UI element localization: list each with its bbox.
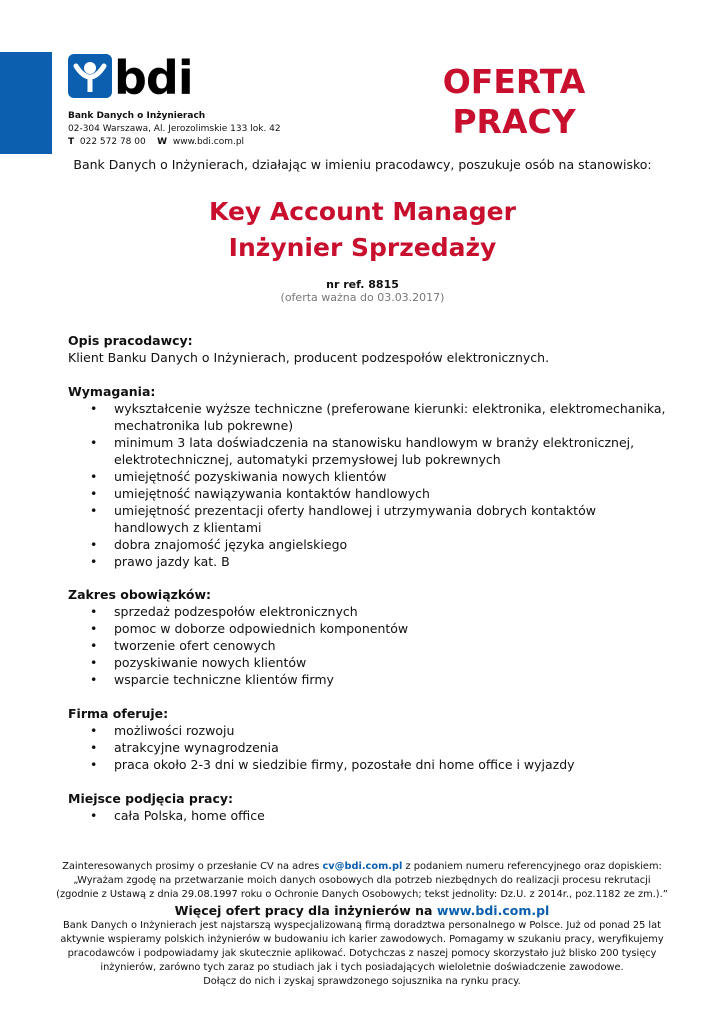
reference-block xyxy=(0,278,725,304)
list-item: • pozyskiwanie nowych klientów xyxy=(68,654,668,671)
reference-number: nr ref. 8815 xyxy=(326,278,399,291)
offer-heading-line2: PRACY xyxy=(452,102,576,141)
phone-label: T xyxy=(68,137,75,147)
list-item: • wsparcie techniczne klientów firmy xyxy=(68,671,668,688)
list-item: • umiejętność prezentacji oferty handlowej i utrzymywania dobrych kontaktów handlowych z klientami xyxy=(68,502,668,536)
company-info xyxy=(68,110,281,149)
list-item: • dobra znajomość języka angielskiego xyxy=(68,536,668,553)
employer-section xyxy=(68,332,668,366)
duties-heading: Zakres obowiązków: xyxy=(68,587,212,602)
cv-email-link[interactable]: cv@bdi.com.pl xyxy=(322,861,403,872)
offer-section xyxy=(68,705,668,773)
offer-section-heading: Firma oferuje: xyxy=(68,706,169,721)
employer-text: Klient Banku Danych o Inżynierach, producent podzespołów elektronicznych. xyxy=(68,350,550,365)
more-offers-link[interactable]: www.bdi.com.pl xyxy=(436,903,550,918)
list-item: • sprzedaż podzespołów elektronicznych xyxy=(68,603,668,620)
job-title xyxy=(0,194,725,266)
bdi-logo-mark-icon xyxy=(68,54,112,98)
cv-instructions xyxy=(52,860,672,874)
logo-text: bdi xyxy=(114,51,193,105)
company-address: 02-304 Warszawa, Al. Jerozolimskie 133 lok. 42 xyxy=(68,124,281,134)
company-name: Bank Danych o Inżynierach xyxy=(68,111,206,121)
company-contact xyxy=(68,136,281,149)
location-heading: Miejsce podjęcia pracy: xyxy=(68,791,233,806)
list-item: • wykształcenie wyższe techniczne (preferowane kierunki: elektronika, elektromechanika, mechatronika lub pokrewne) xyxy=(68,400,668,434)
offer-heading xyxy=(414,62,614,142)
more-offers xyxy=(52,902,672,919)
footer xyxy=(52,860,672,989)
about-text: Bank Danych o Inżynierach jest najstarszą wyspecjalizowaną firmą doradztwa personalnego w Polsce. Już od ponad 25 lat aktywnie wspieramy polskich inżynierów w budowaniu ich karier zawodowych. Pomagamy w szukaniu pracy, weryfikujemy pracodawców i podpowiadamy jak skutecznie aplikować. Dotychczas z naszej pomocy skorzystało już blisko 200 tysięcy inżynierów, zarówno tych zaraz po studiach jak i tych posiadających wieloletnie doświadczenie zawodowe. xyxy=(60,920,664,973)
list-item: • praca około 2-3 dni w siedzibie firmy, pozostałe dni home office i wyjazdy xyxy=(68,756,668,773)
requirements-heading: Wymagania: xyxy=(68,384,156,399)
list-item: • atrakcyjne wynagrodzenia xyxy=(68,739,668,756)
location-section xyxy=(68,790,668,824)
more-offers-text: Więcej ofert pracy dla inżynierów na xyxy=(174,903,437,918)
job-title-line1: Key Account Manager xyxy=(209,197,516,226)
list-item: • cała Polska, home office xyxy=(68,807,668,824)
list-item: • tworzenie ofert cenowych xyxy=(68,637,668,654)
bdi-logo xyxy=(68,51,193,105)
list-item: • prawo jazdy kat. B xyxy=(68,553,668,570)
cv-text-after: z podaniem numeru referencyjnego oraz dopiskiem: xyxy=(402,861,662,872)
requirements-list xyxy=(68,400,668,570)
list-item: • możliwości rozwoju xyxy=(68,722,668,739)
list-item: • umiejętność nawiązywania kontaktów handlowych xyxy=(68,485,668,502)
consent-clause: „Wyrażam zgodę na przetwarzanie moich danych osobowych dla potrzeb niezbędnych do realizacji procesu rekrutacji (zgodnie z Ustawą z dnia 29.08.1997 roku o Ochronie Danych Osobowych; tekst jednolity: Dz.U. z 2014r., poz.1182 ze zm.).” xyxy=(56,875,668,900)
requirements-section xyxy=(68,383,668,570)
cv-text-before: Zainteresowanych prosimy o przesłanie CV na adres xyxy=(62,861,323,872)
offer-validity: (oferta ważna do 03.03.2017) xyxy=(280,291,445,304)
duties-list xyxy=(68,603,668,688)
location-list xyxy=(68,807,668,824)
duties-section xyxy=(68,586,668,688)
phone-number: 022 572 78 00 xyxy=(79,137,146,147)
offer-list xyxy=(68,722,668,773)
list-item: • minimum 3 lata doświadczenia na stanowisku handlowym w branży elektronicznej, elektrotechnicznej, automatyki przemysłowej lub pokrewnych xyxy=(68,434,668,468)
web-address: www.bdi.com.pl xyxy=(172,137,245,147)
employer-heading: Opis pracodawcy: xyxy=(68,333,193,348)
intro-text: Bank Danych o Inżynierach, działając w imieniu pracodawcy, poszukuje osób na stanowisko: xyxy=(73,157,652,172)
list-item: • umiejętność pozyskiwania nowych klientów xyxy=(68,468,668,485)
offer-heading-line1: OFERTA xyxy=(442,62,586,101)
list-item: • pomoc w doborze odpowiednich komponentów xyxy=(68,620,668,637)
web-label: W xyxy=(157,137,168,147)
closing-text: Dołącz do nich i zyskaj sprawdzonego sojusznika na rynku pracy. xyxy=(203,976,521,987)
job-title-line2: Inżynier Sprzedaży xyxy=(228,233,497,262)
brand-bar xyxy=(0,52,52,154)
